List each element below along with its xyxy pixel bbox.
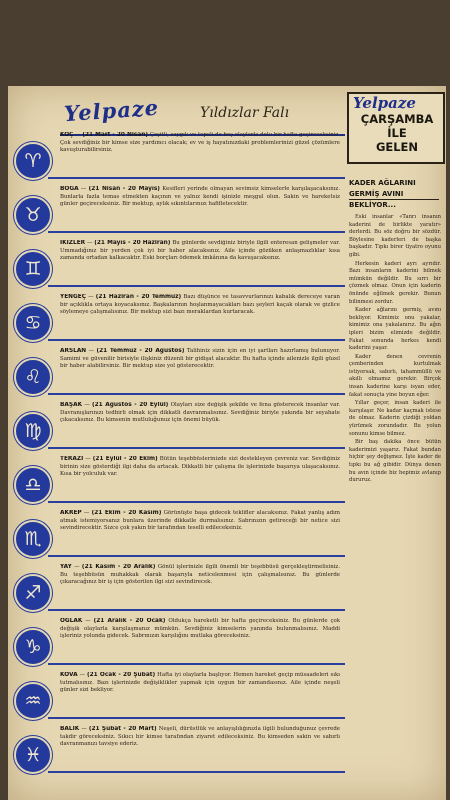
sign-entry [24, 672, 345, 724]
sign-name: BALIK [60, 726, 80, 732]
sign-text: ARSLAN — (21 Temmuz - 20 Ağustos) Talihiniz sizin için en iyi şartları hazırlamış bulunuyor. Samimi ve güvenilir birisiyle ilişkiniz düzenli bir gidişat alacaktır. Bu hafta içinde ailenizle ilgili güzel bir haber alabilirsiniz. Bir mektup size yol gösterecektir. [60, 348, 340, 370]
article-paragraph: Yıllar geçer, insan kaderi ile karşılaşır. Ne kadar kaçmak istese de olmaz. Kaderin çizdiği yoldan yürümek zorundadır. Bu yolun sonunu kimse bilmez. [349, 400, 441, 437]
twins-icon: ♊ [24, 258, 42, 280]
sign-divider [48, 231, 345, 233]
sign-forecast: Neşeli, dürüstlük ve anlayışlılığınızla ilgili bulunduğunuz çevrede takdir göreceksiniz. Sıkıcı bir kimse tarafından ziyaret edileceksiniz. Bu kimseden sakin ve sabırlı davranmanızı tavsiye ederiz. [60, 726, 340, 748]
sign-entry [24, 294, 345, 346]
ram-icon: ♈ [24, 150, 42, 172]
water-bearer-icon: ♒ [24, 690, 42, 712]
sign-divider [48, 555, 345, 557]
scorpion-icon: ♏ [24, 528, 42, 550]
article-title: KADER AĞLARINI GERMİŞ AVINI BEKLİYOR... [349, 179, 416, 209]
sign-name: BOĞA [60, 186, 79, 192]
sign-entry [24, 240, 345, 292]
sign-text: OĞLAK — (21 Aralık - 20 Ocak) Oldukça hareketli bir hafta geçireceksiniz. Bu günlerde çok değişik olaylarla karşılaşmanız mümkün. Sevdiğiniz kimselerin yanında bulunmalısınız. Maddi işleriniz yolunda gidecek. Sabrınızın karşılığını mutlaka göreceksiniz. [60, 618, 340, 640]
sign-name: KOÇ [60, 132, 74, 138]
sign-forecast: Oldukça hareketli bir hafta geçireceksiniz. Bu günlerde çok değişik olaylarla karşılaşmanız mümkün. Sevdiğiniz kimselerin yanında bulunmalısınız. Maddi işleriniz yolunda gidecek. Sabrınızın karşılığını mutlaka göreceksiniz. [60, 618, 340, 640]
sign-text: YENGEÇ — (21 Haziran - 20 Temmuz) Bazı düşünce ve tasavvurlarınızı kabalık dereceye varan bir açıklıkla ortaya koyacaksınız. Başkalarının hoşlanmayacakları bazı şeyleri kaçak olarak ve gizlice söylemeye çalışmalısınız. Bir mektup sizi bazı meraklardan kurtaracak. [60, 294, 340, 316]
sign-name: AKREP [60, 510, 82, 516]
sign-divider [48, 609, 345, 611]
sign-entry [24, 726, 345, 778]
weekday-line-3: GELEN [375, 140, 419, 154]
zodiac-badge [14, 520, 52, 558]
zodiac-badge [14, 412, 52, 450]
sign-name: TERAZİ [60, 456, 84, 462]
sign-dates: (21 Kasım - 20 Aralık) [81, 564, 156, 570]
sign-forecast: Görünüşte başa gidecek teklifler alacaksınız. Fakat yanlış adım atmak istemiyorsanız bunlara üzerinde dikkatle durmalısınız. Sabrınızın getireceği bir netice sizi sevindirecektir. Sizce çok yakın bir tarafından teselli edileceksiniz. [60, 510, 340, 532]
sign-text: BALIK — (21 Şubat - 20 Mart) Neşeli, dürüstlük ve anlayışlılığınızla ilgili bulunduğunuz çevrede takdir göreceksiniz. Sıkıcı bir kimse tarafından ziyaret edileceksiniz. Bu kimseden sakin ve sabırlı davranmanızı tavsiye ederiz. [60, 726, 340, 748]
sign-divider [48, 771, 345, 773]
zodiac-badge [14, 628, 52, 666]
sign-name: YAY [60, 564, 72, 570]
sign-forecast: Bazı düşünce ve tasavvurlarınızı kabalık dereceye varan bir açıklıkla ortaya koyacaksınız. Başkalarının hoşlanmayacakları bazı şeyleri kaçak olarak ve gizlice söylemeye çalışmalısınız. Bir mektup sizi bazı meraklardan kurtaracak. [60, 294, 340, 316]
sign-entry [24, 402, 345, 454]
lion-icon: ♌ [24, 366, 42, 388]
zodiac-badge [14, 196, 52, 234]
sign-text: BAŞAK — (21 Ağustos - 20 Eylül) Olayları size değişik şekilde ve fena gösterecek insanlar var. Davranışlarınızı tedbirli olmak için dikkatli davranmalısınız. Sevdiğiniz biriyle yakında bir seyahate çıkacaksınız. Bu kimsenin mutluluğunuz için önemi büyük. [60, 402, 340, 424]
sign-dates: (21 Nisan - 20 Mayıs) [88, 186, 160, 192]
sign-divider [48, 393, 345, 395]
sign-text: KOÇ — (21 Mart - 20 Nisan) Çeşitli, saygılı ve tepeli de boş olaylarla dolu bir hafta geçireceksiniz. Çok sevdiğiniz bir kimse size yardımcı olacak; ev ve iş hayatınızdaki problemlerinizi güzel çözümlere kavuşturabilirsiniz. [60, 132, 340, 154]
article-paragraph: Kader denen cevrenin çemberinden kurtulmak istiyorsak, sabırlı, tahammüllü ve akıllı olmamız gerekir. Birçok insan kaderine karşı isyan eder, fakat sonuçta yine boyun eğer. [349, 353, 441, 398]
sign-dates: (21 Şubat - 20 Mart) [88, 726, 157, 732]
weekday-box [347, 92, 445, 164]
sign-entry [24, 618, 345, 670]
sign-name: ARSLAN [60, 348, 87, 354]
section-title: Yıldızlar Falı [200, 105, 290, 121]
sign-dates: (21 Ocak - 20 Şubat) [86, 672, 156, 678]
sign-divider [48, 663, 345, 665]
zodiac-badge [14, 358, 52, 396]
sign-divider [48, 177, 345, 179]
sign-name: YENGEÇ [60, 294, 86, 300]
sign-entry [24, 132, 345, 184]
sign-dates: (21 Eylül - 20 Ekim) [92, 456, 158, 462]
sign-text: YAY — (21 Kasım - 20 Aralık) Gönül işlerinizle ilgili önemli bir teşebbüsü gerçekleştirmelisiniz. Bu teşebbüsün muhakkak olarak başarıyla neticelenmesi için çalışmalısınız. Bu günlerde çıkaracağınız bir iş için gösterilen ilgi sizi sevindirecek. [60, 564, 340, 586]
sign-forecast: Gönül işlerinizle ilgili önemli bir teşebbüsü gerçekleştirmelisiniz. Bu teşebbüsün muhakkak olarak başarıyla neticelenmesi için çalışmalısınız. Bu günlerde çıkaracağınız bir iş için gösterilen ilgi sizi sevindirecek. [60, 564, 340, 586]
sign-dates: (21 Temmuz - 20 Ağustos) [96, 348, 185, 354]
sign-entry [24, 456, 345, 508]
horoscope-column [24, 86, 345, 800]
sign-text: AKREP — (21 Ekim - 20 Kasım) Görünüşte başa gidecek teklifler alacaksınız. Fakat yanlış adım atmak istemiyorsanız bunlara üzerinde dikkatle durmalısınız. Sabrınızın getireceği bir netice sizi sevindirecektir. Sizce çok yakın bir tarafından teselli edileceksiniz. [60, 510, 340, 532]
sign-text: KOVA — (21 Ocak - 20 Şubat) Hafta iyi olaylarla başlıyor. Hemen hareket geçip müsaadeleri sıkı tutmalısınız. Bazı işlerinizde değişiklikler yapmak için uygun bir zamandasınız. Aile içinde neşeli günler sizi bekliyor. [60, 672, 340, 694]
zodiac-badge [14, 304, 52, 342]
fishes-icon: ♓ [24, 744, 42, 766]
bull-icon: ♉ [24, 204, 42, 226]
article-body [349, 214, 441, 800]
sign-divider [48, 717, 345, 719]
sign-dates: (21 Aralık - 20 Ocak) [93, 618, 166, 624]
archer-icon: ♐ [24, 582, 42, 604]
right-column [345, 86, 446, 800]
maiden-icon: ♍ [24, 420, 42, 442]
sign-divider [48, 447, 345, 449]
sign-name: KOVA [60, 672, 78, 678]
sign-forecast: Bu günlerde sevdiğiniz biriyle ilgili enteresan gelişmeler var. Ummadığınız bir yerden çok iyi bir haber alacaksınız. Aile içinde gözüken anlaşmazlıklar kısa zamanda ortadan kalkacaktır. Eski borçları ödemek imkânına da kavuşacaksınız. [60, 240, 340, 262]
sign-forecast: Talihiniz sizin için en iyi şartları hazırlamış bulunuyor. Samimi ve güvenilir birisiyle ilişkiniz düzenli bir gidişat alacaktır. Bu hafta içinde ailenizle ilgili güzel bir haber alabilirsiniz. Bir mektup size yol gösterecektir. [60, 348, 340, 370]
sign-divider [48, 339, 345, 341]
crab-icon: ♋ [24, 312, 42, 334]
zodiac-badge [14, 142, 52, 180]
sign-forecast: Çeşitli, saygılı ve tepeli de boş olaylarla dolu bir hafta geçireceksiniz. Çok sevdiğiniz bir kimse size yardımcı olacak; ev ve iş hayatınızdaki problemlerinizi güzel çözümlere kavuşturabilirsiniz. [60, 132, 340, 154]
zodiac-badge [14, 466, 52, 504]
article-paragraph: Bir baş dakika önce bütün kaderimizi yaşarız. Fakat bundan hiçbir şey değişmez. İşte kader de tıpkı bu ağ gibidir. Dünya denen bu avın içinde biz hepimiz avlanıp dururuz. [349, 439, 441, 484]
sign-forecast: Olayları size değişik şekilde ve fena gösterecek insanlar var. Davranışlarınızı tedbirli olmak için dikkatli davranmalısınız. Sevdiğiniz biriyle yakında bir seyahate çıkacaksınız. Bu kimsenin mutluluğunuz için önemi büyük. [60, 402, 340, 424]
sign-name: OĞLAK [60, 618, 83, 624]
sign-dates: (21 Ekim - 20 Kasım) [91, 510, 162, 516]
sign-entry [24, 564, 345, 616]
sign-divider [48, 285, 345, 287]
goat-icon: ♑ [24, 636, 42, 658]
scales-icon: ♎ [24, 474, 42, 496]
zodiac-badge [14, 574, 52, 612]
sign-text: İKİZLER — (21 Mayıs - 20 Haziran) Bu günlerde sevdiğiniz biriyle ilgili enteresan gelişmeler var. Ummadığınız bir yerden çok iyi bir haber alacaksınız. Aile içinde gözüken anlaşmazlıklar kısa zamanda ortadan kalkacaktır. Eski borçları ödemek imkânına da kavuşacaksınız. [60, 240, 340, 262]
sign-forecast: Hafta iyi olaylarla başlıyor. Hemen hareket geçip müsaadeleri sıkı tutmalısınız. Bazı işlerinizde değişiklikler yapmak için uygun bir zamandasınız. Aile içinde neşeli günler sizi bekliyor. [60, 672, 340, 694]
weekday-title [355, 112, 439, 154]
brand-logo: Yelpaze [63, 94, 160, 127]
sign-dates: (21 Ağustos - 20 Eylül) [91, 402, 169, 408]
horoscope-header [60, 96, 345, 136]
sign-forecast: Bütün teşebbüslerinizde sizi destekleyen çevreniz var. Sevdiğiniz birinin size gösterdiği ilgi daha da artacak. Dikkatli bir çalışma ile işlerinizde başarıya ulaşacaksınız. Kısa bir yolculuk var. [60, 456, 340, 478]
sign-name: İKİZLER [60, 240, 86, 246]
sign-dates: (21 Mayıs - 20 Haziran) [94, 240, 171, 246]
zodiac-badge [14, 250, 52, 288]
zodiac-badge [14, 736, 52, 774]
article-paragraph: Eski insanlar «Tanrı insanın kaderini de birlikte yaratır» derlerdi. Bu söz doğru bir sözdür. Böylesine kaderleri de başka başkadır. Tıpkı birer tiyatro oyunu gibi. [349, 214, 441, 258]
sign-dates: (21 Haziran - 20 Temmuz) [95, 294, 182, 300]
sign-name: BAŞAK [60, 402, 83, 408]
weekday-line-1: ÇARŞAMBA [360, 112, 434, 126]
sign-entry [24, 510, 345, 562]
sign-entry [24, 348, 345, 400]
zodiac-badge [14, 682, 52, 720]
sign-text: TERAZİ — (21 Eylül - 20 Ekim) Bütün teşebbüslerinizde sizi destekleyen çevreniz var. Sevdiğiniz birinin size gösterdiği ilgi daha da artacak. Dikkatli bir çalışma ile işlerinizde başarıya ulaşacaksınız. Kısa bir yolculuk var. [60, 456, 340, 478]
article-divider [349, 199, 439, 200]
right-brand-logo: Yelpaze [353, 94, 416, 112]
sign-forecast: Kesifleri yerinde olmayan sevimsiz kimselerle karşılaşacaksınız. Bunlarla fazla temas etmekten kaçının ve yalnız kendi işinizle meşgul olun. Sakin ve hareketsiz günler geçireceksiniz. Bir mektup, aylık sıkıntılarınızı hafifletecektir. [60, 186, 340, 208]
weekday-line-2: İLE [387, 126, 407, 140]
sign-dates: (21 Mart - 20 Nisan) [82, 132, 148, 138]
sign-divider [48, 501, 345, 503]
sign-text: BOĞA — (21 Nisan - 20 Mayıs) Kesifleri yerinde olmayan sevimsiz kimselerle karşılaşacaksınız. Bunlarla fazla temas etmekten kaçının ve yalnız kendi işinizle meşgul olun. Sakin ve hareketsiz günler geçireceksiniz. Bir mektup, aylık sıkıntılarınızı hafifletecektir. [60, 186, 340, 208]
article-paragraph: Herkesin kaderi ayrı ayrıdır. Bazı insanların kaderini bilmek mümkün değildir. Bu sırrı bir çözmek olmaz. Onun için kaderin önünde eğilmek gerekir. Bunun bilinmesi zordur. [349, 260, 441, 305]
magazine-page [8, 86, 446, 800]
sign-entry [24, 186, 345, 238]
article-paragraph: Kader ağlarını germiş, avını bekliyor. Kimimiz onu yakalar, kimimiz ona yakalanırız. Bu ağın ipleri bizim elimizde değildir. Fakat sonunda herkes kendi kaderini yaşar. [349, 307, 441, 352]
